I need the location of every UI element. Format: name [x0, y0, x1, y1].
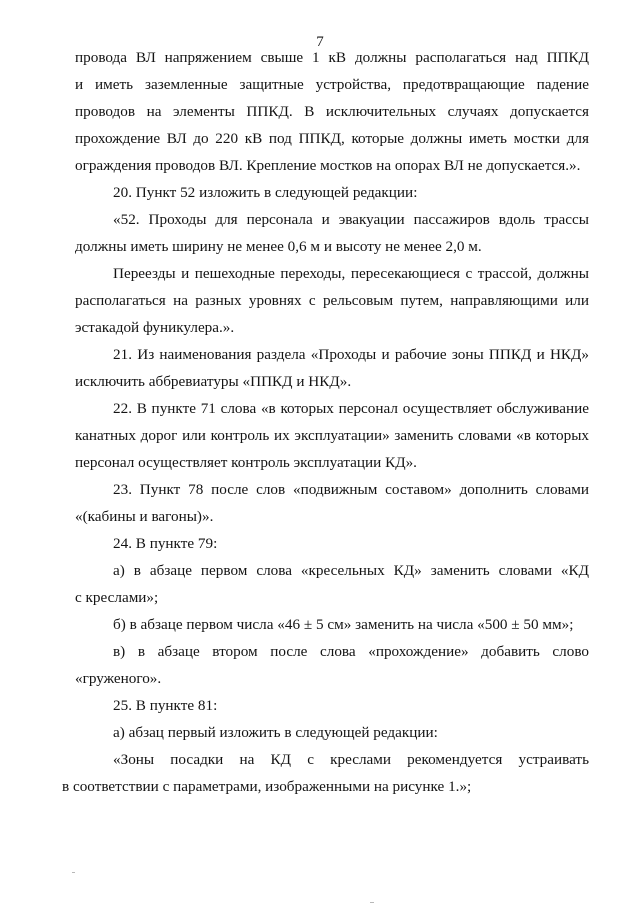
text-line: 22. В пункте 71 слова «в которых персонал осуществляет обслуживание [113, 400, 589, 417]
text-line: должны иметь ширину не менее 0,6 м и высоту не менее 2,0 м. [75, 238, 482, 255]
text-line: «(кабины и вагоны)». [75, 508, 214, 525]
text-line: исключить аббревиатуры «ППКД и НКД». [75, 373, 352, 390]
text-line: 24. В пункте 79: [113, 535, 218, 552]
text-line: «52. Проходы для персонала и эвакуации пассажиров вдоль трассы [113, 211, 589, 228]
text-line: провода ВЛ напряжением свыше 1 кВ должны располагаться над ППКД [75, 49, 589, 66]
text-line: б) в абзаце первом числа «46 ± 5 см» заменить на числа «500 ± 50 мм»; [113, 616, 574, 633]
text-line: располагаться на разных уровнях с рельсовым путем, направляющими или [75, 292, 589, 309]
page-number: 7 [316, 34, 324, 50]
text-line: «Зоны посадки на КД с креслами рекомендуется устраивать [113, 751, 589, 768]
text-line: прохождение ВЛ до 220 кВ под ППКД, которые должны иметь мостки для [75, 130, 589, 147]
text-line: а) в абзаце первом слова «кресельных КД» заменить словами «КД [113, 562, 589, 579]
text-line: ограждения проводов ВЛ. Крепление мостков на опорах ВЛ не допускается.». [75, 157, 581, 174]
text-line: эстакадой фуникулера.». [75, 319, 235, 336]
text-line: с креслами»; [75, 589, 159, 606]
text-line: Переезды и пешеходные переходы, пересекающиеся с трассой, должны [113, 265, 589, 282]
text-line: 20. Пункт 52 изложить в следующей редакции: [113, 184, 418, 201]
text-line: «груженого». [75, 670, 162, 687]
text-line: 23. Пункт 78 после слов «подвижным составом» дополнить словами [113, 481, 589, 498]
text-line: проводов на элементы ППКД. В исключительных случаях допускается [75, 103, 589, 120]
scan-artifact [370, 902, 374, 903]
text-line: в соответствии с параметрами, изображенными на рисунке 1.»; [62, 778, 472, 795]
text-line: в) в абзаце втором после слова «прохождение» добавить слово [113, 643, 589, 660]
text-line: 25. В пункте 81: [113, 697, 218, 714]
text-line: персонал осуществляет контроль эксплуатации КД». [75, 454, 417, 471]
text-line: 21. Из наименования раздела «Проходы и рабочие зоны ППКД и НКД» [113, 346, 589, 363]
text-line: и иметь заземленные защитные устройства, предотвращающие падение [75, 76, 589, 93]
text-line: канатных дорог или контроль их эксплуатации» заменить словами «в которых [75, 427, 589, 444]
text-line: а) абзац первый изложить в следующей редакции: [113, 724, 438, 741]
scan-artifact [72, 872, 75, 873]
